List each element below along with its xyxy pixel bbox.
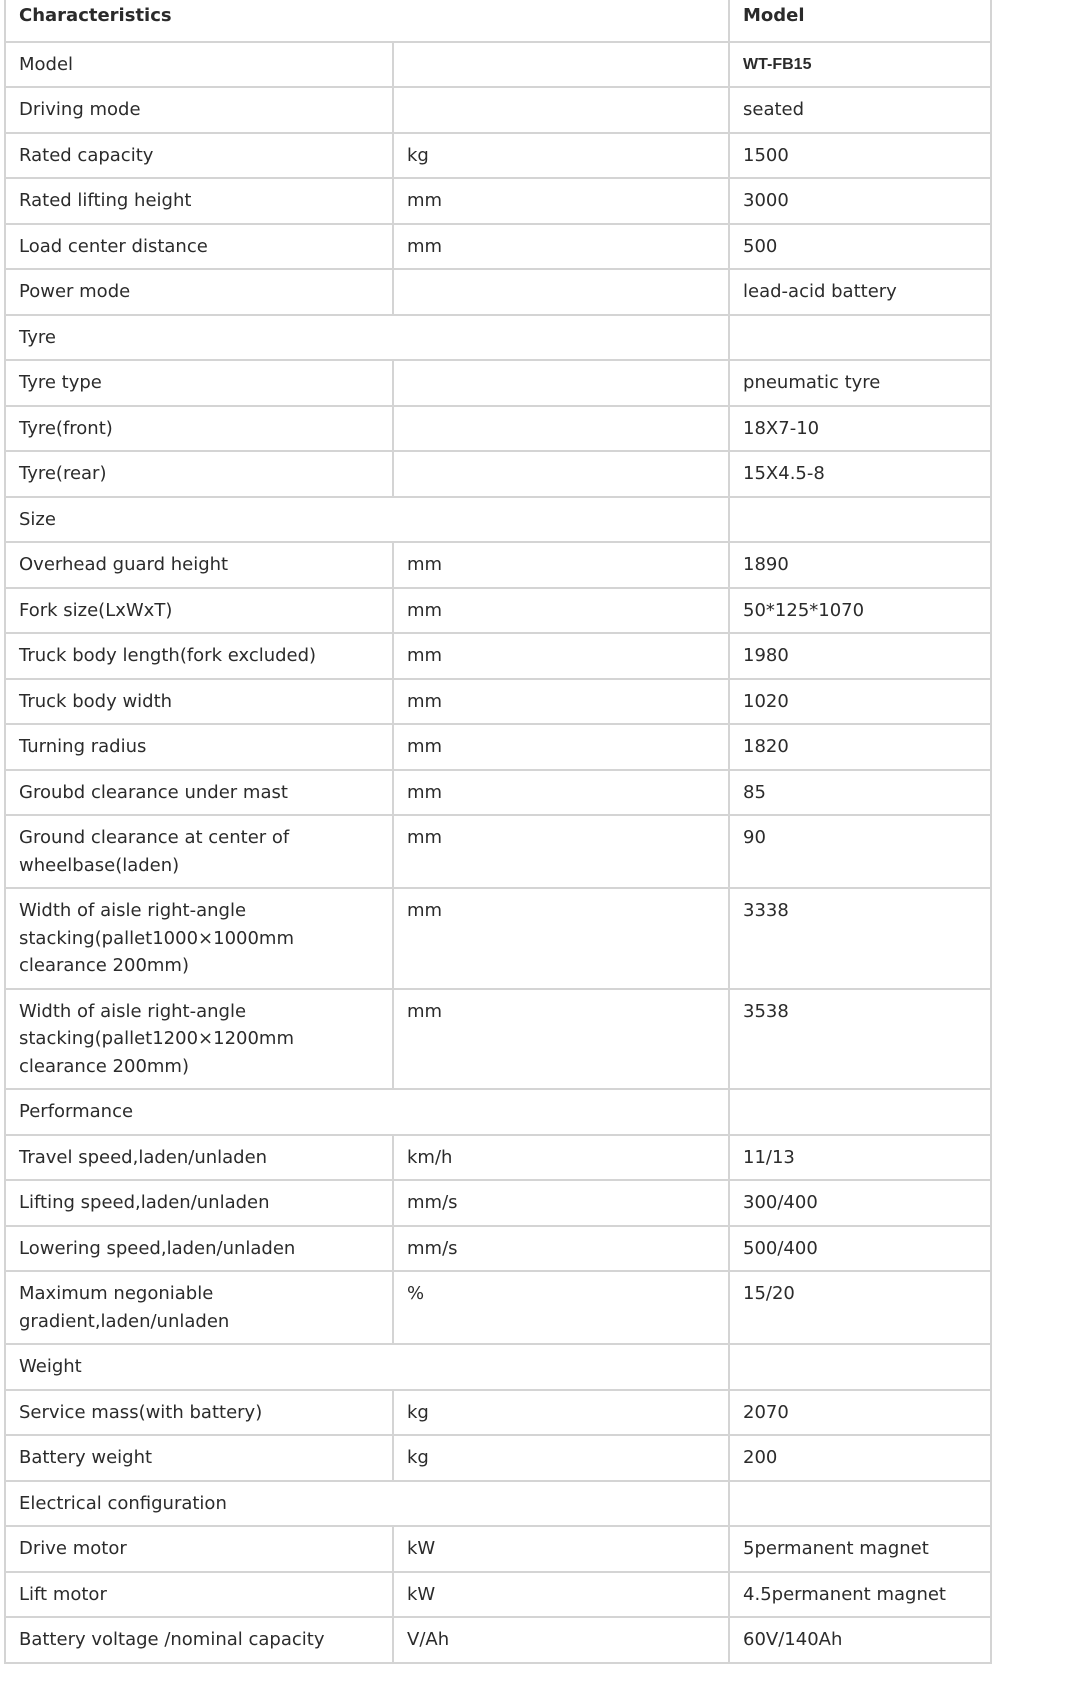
row-label: Model — [5, 42, 393, 88]
table-row — [5, 451, 991, 497]
table-row — [5, 770, 991, 816]
row-value: 1820 — [729, 724, 991, 770]
row-unit: mm — [393, 178, 729, 224]
table-row — [5, 133, 991, 179]
row-unit — [393, 269, 729, 315]
row-value: 1980 — [729, 633, 991, 679]
table-row — [5, 269, 991, 315]
row-label: Turning radius — [5, 724, 393, 770]
table-row — [5, 224, 991, 270]
row-unit — [393, 42, 729, 88]
row-label: Tyre type — [5, 360, 393, 406]
section-label: Electrical configuration — [5, 1481, 729, 1527]
table-row — [5, 1617, 991, 1663]
row-label: Width of aisle right-angle stacking(pallet1000×1000mm clearance 200mm) — [5, 888, 393, 989]
table-row — [5, 1180, 991, 1226]
table-row — [5, 1135, 991, 1181]
row-value: 11/13 — [729, 1135, 991, 1181]
table-row — [5, 1435, 991, 1481]
row-label: Truck body width — [5, 679, 393, 725]
row-unit: mm — [393, 815, 729, 888]
table-row — [5, 989, 991, 1090]
row-unit: kg — [393, 133, 729, 179]
row-unit: mm/s — [393, 1180, 729, 1226]
row-value: lead-acid battery — [729, 269, 991, 315]
row-unit — [393, 451, 729, 497]
row-unit: km/h — [393, 1135, 729, 1181]
section-value — [729, 1089, 991, 1135]
table-row — [5, 1390, 991, 1436]
section-row — [5, 1481, 991, 1527]
row-unit: mm — [393, 989, 729, 1090]
table-row — [5, 406, 991, 452]
section-row — [5, 497, 991, 543]
row-label: Battery voltage /nominal capacity — [5, 1617, 393, 1663]
row-label: Tyre(front) — [5, 406, 393, 452]
row-unit: mm — [393, 542, 729, 588]
row-value: seated — [729, 87, 991, 133]
row-unit: mm — [393, 588, 729, 634]
row-value: 15X4.5-8 — [729, 451, 991, 497]
row-value: 200 — [729, 1435, 991, 1481]
table-row — [5, 888, 991, 989]
table-row — [5, 633, 991, 679]
row-label: Battery weight — [5, 1435, 393, 1481]
table-row — [5, 1226, 991, 1272]
row-label: Tyre(rear) — [5, 451, 393, 497]
table-row — [5, 542, 991, 588]
row-value: 15/20 — [729, 1271, 991, 1344]
row-label: Fork size(LxWxT) — [5, 588, 393, 634]
row-unit: mm/s — [393, 1226, 729, 1272]
row-unit: kW — [393, 1572, 729, 1618]
section-row — [5, 315, 991, 361]
row-value: WT-FB15 — [729, 42, 991, 88]
row-unit: mm — [393, 224, 729, 270]
row-unit: mm — [393, 679, 729, 725]
row-unit: kg — [393, 1435, 729, 1481]
row-label: Lowering speed,laden/unladen — [5, 1226, 393, 1272]
spec-table — [4, 0, 992, 1664]
row-value: 18X7-10 — [729, 406, 991, 452]
row-label: Lifting speed,laden/unladen — [5, 1180, 393, 1226]
row-label: Overhead guard height — [5, 542, 393, 588]
row-value: 3538 — [729, 989, 991, 1090]
row-label: Service mass(with battery) — [5, 1390, 393, 1436]
row-value: 4.5permanent magnet — [729, 1572, 991, 1618]
row-unit — [393, 87, 729, 133]
table-row — [5, 360, 991, 406]
section-label: Size — [5, 497, 729, 543]
table-row — [5, 1271, 991, 1344]
row-label: Drive motor — [5, 1526, 393, 1572]
section-label: Weight — [5, 1344, 729, 1390]
table-row — [5, 588, 991, 634]
row-value: 1500 — [729, 133, 991, 179]
table-row — [5, 679, 991, 725]
row-unit: mm — [393, 724, 729, 770]
row-value: 60V/140Ah — [729, 1617, 991, 1663]
row-value: 500/400 — [729, 1226, 991, 1272]
row-unit — [393, 360, 729, 406]
section-value — [729, 1481, 991, 1527]
row-label: Rated lifting height — [5, 178, 393, 224]
section-value — [729, 497, 991, 543]
row-unit: mm — [393, 770, 729, 816]
row-value: 1890 — [729, 542, 991, 588]
row-label: Travel speed,laden/unladen — [5, 1135, 393, 1181]
row-unit: kW — [393, 1526, 729, 1572]
row-value: 3338 — [729, 888, 991, 989]
row-label: Power mode — [5, 269, 393, 315]
row-label: Load center distance — [5, 224, 393, 270]
row-label: Lift motor — [5, 1572, 393, 1618]
row-value: 500 — [729, 224, 991, 270]
table-row — [5, 815, 991, 888]
header-characteristics: Characteristics — [5, 0, 729, 42]
row-value: pneumatic tyre — [729, 360, 991, 406]
section-label: Performance — [5, 1089, 729, 1135]
row-value: 300/400 — [729, 1180, 991, 1226]
section-value — [729, 1344, 991, 1390]
row-unit: kg — [393, 1390, 729, 1436]
row-value: 3000 — [729, 178, 991, 224]
table-row — [5, 1526, 991, 1572]
row-value: 90 — [729, 815, 991, 888]
table-row — [5, 1572, 991, 1618]
header-model: Model — [729, 0, 991, 42]
section-value — [729, 315, 991, 361]
row-label: Width of aisle right-angle stacking(pallet1200×1200mm clearance 200mm) — [5, 989, 393, 1090]
row-label: Rated capacity — [5, 133, 393, 179]
row-unit: mm — [393, 633, 729, 679]
row-unit: % — [393, 1271, 729, 1344]
row-unit: V/Ah — [393, 1617, 729, 1663]
section-label: Tyre — [5, 315, 729, 361]
row-value: 2070 — [729, 1390, 991, 1436]
row-value: 85 — [729, 770, 991, 816]
row-label: Groubd clearance under mast — [5, 770, 393, 816]
row-unit: mm — [393, 888, 729, 989]
row-value: 50*125*1070 — [729, 588, 991, 634]
section-row — [5, 1089, 991, 1135]
table-row — [5, 178, 991, 224]
row-label: Driving mode — [5, 87, 393, 133]
section-row — [5, 1344, 991, 1390]
row-value: 1020 — [729, 679, 991, 725]
row-label: Maximum negoniable gradient,laden/unladen — [5, 1271, 393, 1344]
table-row — [5, 87, 991, 133]
row-unit — [393, 406, 729, 452]
table-header-row — [5, 0, 991, 42]
row-label: Truck body length(fork excluded) — [5, 633, 393, 679]
row-label: Ground clearance at center of wheelbase(laden) — [5, 815, 393, 888]
table-row — [5, 42, 991, 88]
table-row — [5, 724, 991, 770]
row-value: 5permanent magnet — [729, 1526, 991, 1572]
